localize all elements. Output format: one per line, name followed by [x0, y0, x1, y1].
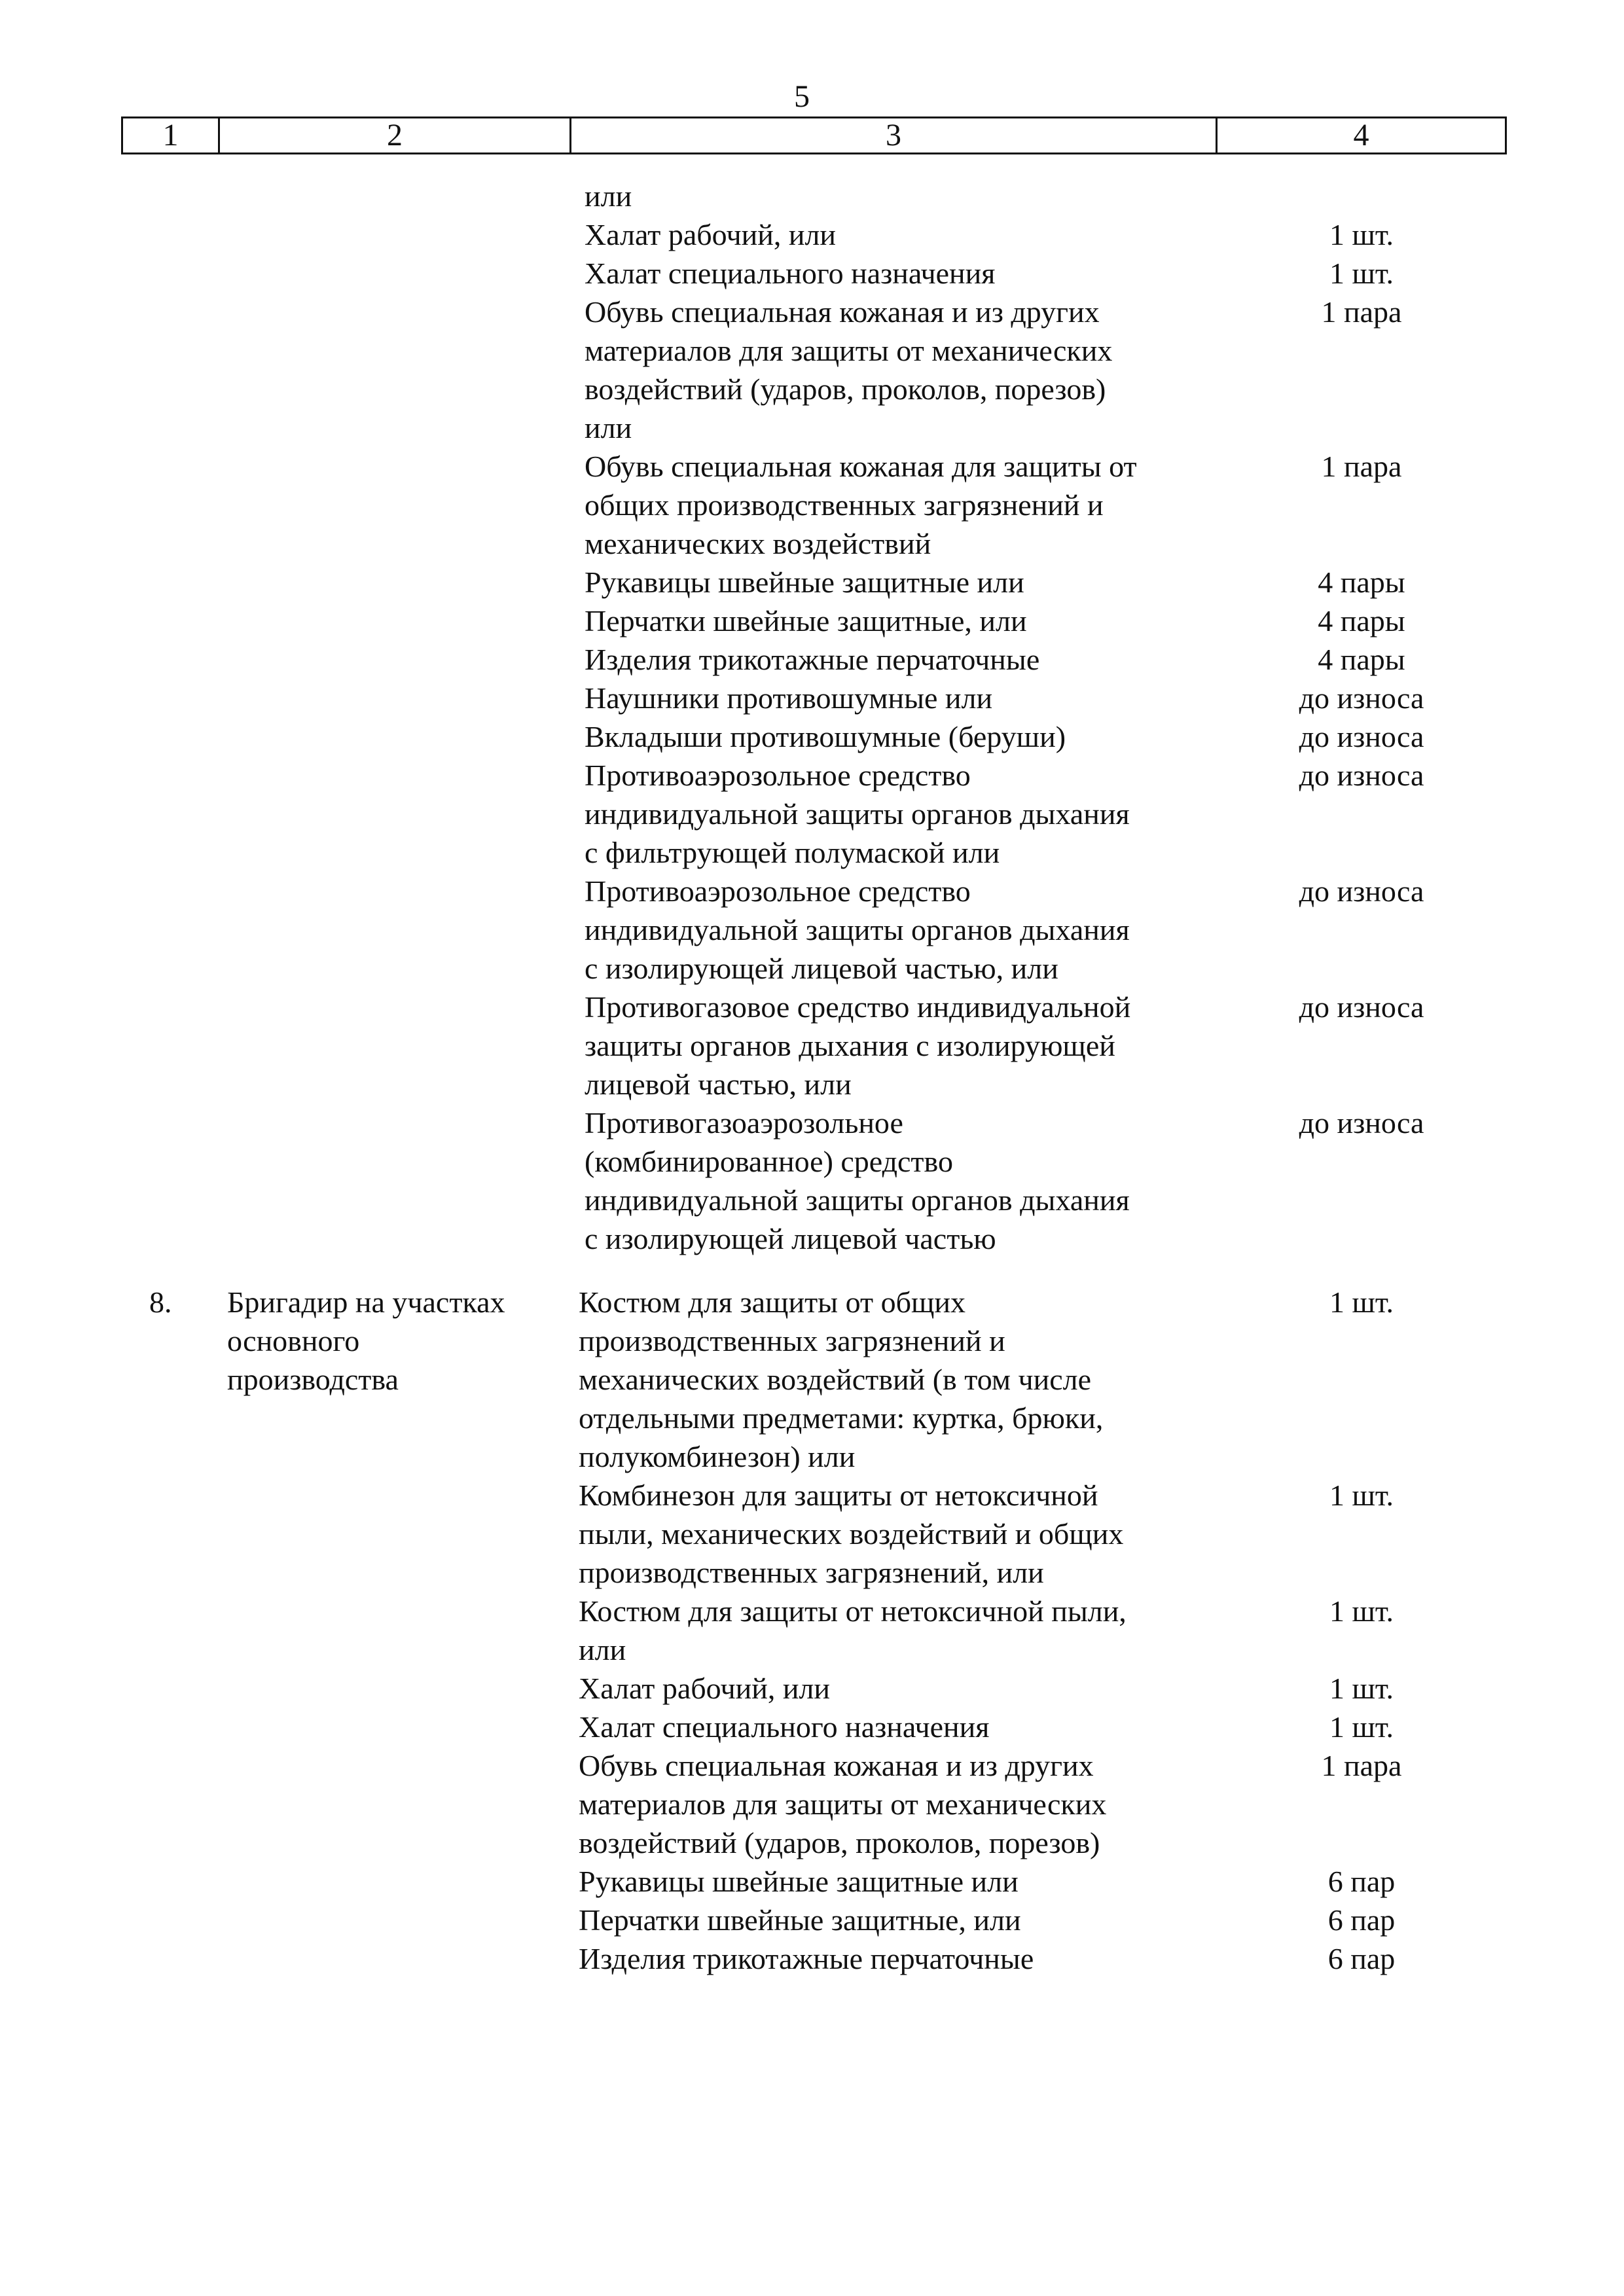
quantity: до износа — [1299, 1106, 1424, 1139]
item-line: Наушники противошумные или — [585, 681, 993, 715]
item-line: с фильтрующей полумаской или — [585, 836, 1000, 869]
item-line: (комбинированное) средство — [585, 1145, 953, 1178]
quantity: до износа — [1299, 759, 1424, 792]
quantity: 4 пары — [1318, 565, 1405, 599]
quantity: 1 шт. — [1329, 1479, 1394, 1512]
item-line: или — [585, 411, 632, 444]
quantity: 1 пара — [1321, 1749, 1402, 1782]
item-line: механических воздействий (в том числе — [579, 1363, 1092, 1396]
item-line: Обувь специальная кожаная и из других — [585, 295, 1100, 329]
item-line: индивидуальной защиты органов дыхания — [585, 1183, 1130, 1217]
item-line: индивидуальной защиты органов дыхания — [585, 797, 1130, 831]
item-line: механических воздействий — [585, 527, 931, 560]
quantity: до износа — [1299, 681, 1424, 715]
item-line: или — [585, 179, 632, 213]
item-line: защиты органов дыхания с изолирующей — [585, 1029, 1115, 1062]
quantity: 1 шт. — [1329, 1672, 1394, 1705]
item-line: Вкладыши противошумные (беруши) — [585, 720, 1066, 753]
quantity: 6 пар — [1327, 1865, 1396, 1898]
page-number: 5 — [794, 79, 810, 114]
item-line: Халат рабочий, или — [585, 218, 837, 251]
quantity: 6 пар — [1327, 1903, 1396, 1937]
item-line: воздействий (ударов, проколов, порезов) — [579, 1826, 1100, 1859]
quantity: 6 пар — [1327, 1942, 1396, 1975]
item-line: Халат специального назначения — [585, 257, 996, 290]
column-header-1: 1 — [123, 118, 220, 152]
item-line: Противогазовое средство индивидуальной — [585, 990, 1131, 1024]
item-line: Обувь специальная кожаная и из других — [579, 1749, 1094, 1782]
quantity: 1 шт. — [1329, 218, 1394, 251]
item-line: Противоаэрозольное средство — [585, 759, 971, 792]
column-header-3: 3 — [571, 118, 1218, 152]
item-line: с изолирующей лицевой частью, или — [585, 952, 1058, 985]
quantity: 1 пара — [1321, 450, 1402, 483]
row-number: 8. — [149, 1285, 172, 1319]
item-line: Перчатки швейные защитные, или — [579, 1903, 1021, 1937]
quantity: до износа — [1299, 720, 1424, 753]
item-line: Изделия трикотажные перчаточные — [585, 643, 1040, 676]
item-line: Рукавицы швейные защитные или — [579, 1865, 1019, 1898]
item-line: общих производственных загрязнений и — [585, 488, 1104, 522]
item-line: производственных загрязнений, или — [579, 1556, 1044, 1589]
position-line: основного — [227, 1324, 360, 1357]
quantity: 1 шт. — [1329, 257, 1394, 290]
item-line: полукомбинезон) или — [579, 1440, 856, 1473]
quantity: до износа — [1299, 990, 1424, 1024]
position-line: производства — [227, 1363, 399, 1396]
quantity: 1 шт. — [1329, 1710, 1394, 1744]
item-line: Костюм для защиты от нетоксичной пыли, — [579, 1594, 1127, 1628]
quantity: 1 пара — [1321, 295, 1402, 329]
item-line: Костюм для защиты от общих — [579, 1285, 966, 1319]
item-line: отдельными предметами: куртка, брюки, — [579, 1401, 1104, 1435]
item-line: производственных загрязнений и — [579, 1324, 1005, 1357]
item-line: воздействий (ударов, проколов, порезов) — [585, 372, 1106, 406]
quantity: до износа — [1299, 874, 1424, 908]
column-header-row — [121, 117, 1507, 154]
item-line: с изолирующей лицевой частью — [585, 1222, 996, 1255]
item-line: Халат специального назначения — [579, 1710, 990, 1744]
item-line: Комбинезон для защиты от нетоксичной — [579, 1479, 1098, 1512]
item-line: Рукавицы швейные защитные или — [585, 565, 1024, 599]
column-header-2: 2 — [220, 118, 571, 152]
column-header-4: 4 — [1353, 118, 1369, 152]
item-line: Перчатки швейные защитные, или — [585, 604, 1027, 637]
quantity: 1 шт. — [1329, 1594, 1394, 1628]
item-line: Изделия трикотажные перчаточные — [579, 1942, 1034, 1975]
item-line: пыли, механических воздействий и общих — [579, 1517, 1124, 1551]
quantity: 1 шт. — [1329, 1285, 1394, 1319]
item-line: индивидуальной защиты органов дыхания — [585, 913, 1130, 946]
item-line: лицевой частью, или — [585, 1067, 852, 1101]
quantity: 4 пары — [1318, 604, 1405, 637]
item-line: или — [579, 1633, 626, 1666]
position-line: Бригадир на участках — [227, 1285, 505, 1319]
quantity: 4 пары — [1318, 643, 1405, 676]
item-line: Халат рабочий, или — [579, 1672, 831, 1705]
item-line: Противоаэрозольное средство — [585, 874, 971, 908]
item-line: материалов для защиты от механических — [579, 1787, 1107, 1821]
item-line: Противогазоаэрозольное — [585, 1106, 903, 1139]
item-line: материалов для защиты от механических — [585, 334, 1113, 367]
item-line: Обувь специальная кожаная для защиты от — [585, 450, 1137, 483]
